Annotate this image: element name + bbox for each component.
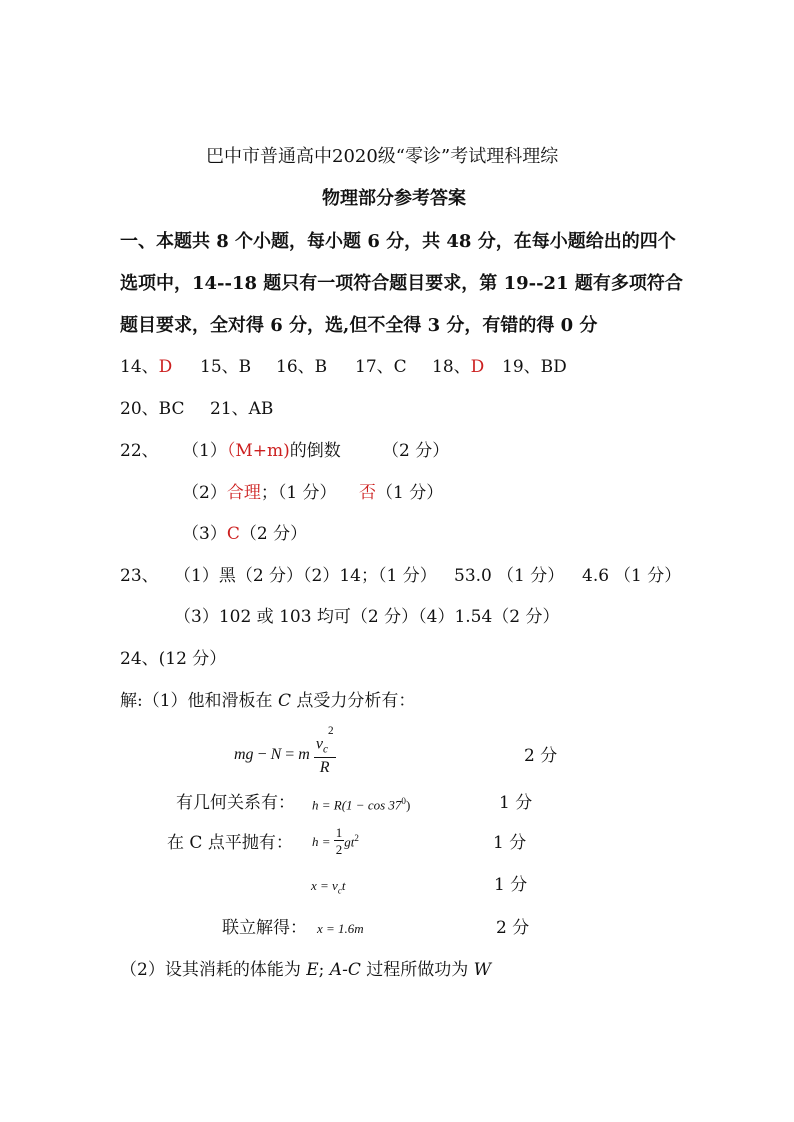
answer-17: 17、C <box>355 357 407 377</box>
q22-part1 <box>182 443 341 460</box>
x-eq-sub: c <box>337 885 342 896</box>
q24-intro-suffix: 点受力分析有： <box>290 691 416 711</box>
eq1-v-sup: 2 <box>327 725 334 738</box>
page-subtitle: 物理部分参考答案 <box>322 188 466 209</box>
q23-label: 23、 <box>120 566 159 586</box>
eq1-score: 2 分 <box>524 746 558 766</box>
solve-label: 联立解得： <box>222 918 307 938</box>
q22-part3 <box>182 526 307 543</box>
geo-end: ) <box>405 797 411 813</box>
q22-part2-prefix: （2） <box>182 483 227 503</box>
q22-part2 <box>182 485 337 502</box>
q23-score1: （1 分） <box>497 566 565 586</box>
q24-intro-prefix: 解:（1）他和滑板在 <box>120 691 278 711</box>
answer-18 <box>432 359 484 376</box>
answer-18-choice: D <box>470 357 485 377</box>
part2-mid2: 过程所做功为 <box>360 960 474 980</box>
projectile-score: 1 分 <box>493 833 527 853</box>
geometry-score: 1 分 <box>499 793 533 813</box>
q23-line1: （1）黑（2 分）（2）14；（1 分） <box>174 566 437 586</box>
section1-line1: 一、本题共 8 个小题，每小题 6 分，共 48 分，在每小题给出的四个 <box>120 231 676 252</box>
answer-19: 19、BD <box>502 357 567 377</box>
x-eq-pre: x = v <box>311 878 338 893</box>
horizontal-score: 1 分 <box>494 875 528 895</box>
eq1-m: m <box>298 746 310 763</box>
q22-part1-suffix: 的倒数 <box>289 441 341 461</box>
eq1-fraction <box>314 725 336 776</box>
proj-den: 2 <box>335 842 343 857</box>
geometry-label: 有几何关系有： <box>176 793 295 813</box>
proj-sup: 2 <box>354 832 359 843</box>
answer-14-choice: D <box>158 357 173 377</box>
answer-14 <box>120 359 172 376</box>
q22-label: 22、 <box>120 441 159 461</box>
solve-equation: x = 1.6m <box>317 921 364 936</box>
answer-20: 20、BC <box>120 399 185 419</box>
proj-num: 1 <box>335 825 343 840</box>
q22-part2-score: （1 分） <box>376 483 444 503</box>
q23-value1: 53.0 <box>454 566 492 586</box>
section1-line2: 选项中，14--18 题只有一项符合题目要求，第 19--21 题有多项符合 <box>120 273 683 294</box>
q23-value2: 4.6 <box>582 566 610 586</box>
q22-part1-score: （2 分） <box>382 441 450 461</box>
eq1-mg: mg <box>234 746 254 763</box>
q22-part3-score: （2 分） <box>239 524 308 544</box>
q23-score2: （1 分） <box>614 566 682 586</box>
geo-eq: h = R(1 − cos 37 <box>312 797 402 813</box>
q22-part2-answer2: 否 <box>359 483 376 503</box>
answer-16: 16、B <box>276 357 328 377</box>
proj-h: h = <box>312 833 331 849</box>
q23-line2: （3）102 或 103 均可（2 分）（4）1.54（2 分） <box>174 607 560 627</box>
equation-horizontal <box>311 879 345 896</box>
eq1-minus: − <box>253 746 271 763</box>
geo-sup: 0 <box>401 796 406 806</box>
answer-15: 15、B <box>200 357 252 377</box>
answer-21: 21、AB <box>210 399 274 419</box>
eq1-n: N <box>270 746 282 763</box>
equation-geometry <box>312 797 410 811</box>
page-title: 巴中市普通高中2020级“零诊”考试理科理综 <box>206 146 559 167</box>
projectile-label: 在 C 点平抛有： <box>167 833 293 853</box>
q24-part2 <box>120 962 491 979</box>
part2-w: W <box>473 960 492 980</box>
solve-score: 2 分 <box>496 918 530 938</box>
eq1-equals: = <box>281 746 299 763</box>
part2-mid: ; <box>318 960 330 980</box>
q22-part2-mid: ；（1 分） <box>260 483 337 503</box>
eq1-v-sub: c <box>322 743 328 756</box>
answer-18-number: 18、 <box>432 357 471 377</box>
part2-e: E <box>306 960 319 980</box>
proj-gt: gt <box>344 834 355 850</box>
q22-part1-prefix: （1） <box>182 441 227 461</box>
answer-14-number: 14、 <box>120 357 159 377</box>
q22-part2-b <box>359 485 443 502</box>
x-eq-post: t <box>341 878 346 893</box>
eq1-v: v <box>315 735 323 753</box>
q22-part1-answer: （M+m) <box>226 441 290 461</box>
section1-line3: 题目要求，全对得 6 分，选,但不全得 3 分，有错的得 0 分 <box>120 315 598 336</box>
q24-point-c: C <box>277 691 291 711</box>
eq1-r: R <box>319 758 330 776</box>
part2-ac: A-C <box>329 960 361 980</box>
q24-intro <box>120 693 415 710</box>
q22-part2-answer1: 合理 <box>226 483 261 503</box>
part2-prefix: （2）设其消耗的体能为 <box>120 960 307 980</box>
equation-projectile <box>312 826 359 856</box>
proj-fraction <box>334 826 345 856</box>
q24-label: 24、(12 分） <box>120 649 227 669</box>
q22-part3-answer: C <box>226 524 240 544</box>
equation-force <box>234 725 336 780</box>
q22-part3-prefix: （3） <box>182 524 227 544</box>
